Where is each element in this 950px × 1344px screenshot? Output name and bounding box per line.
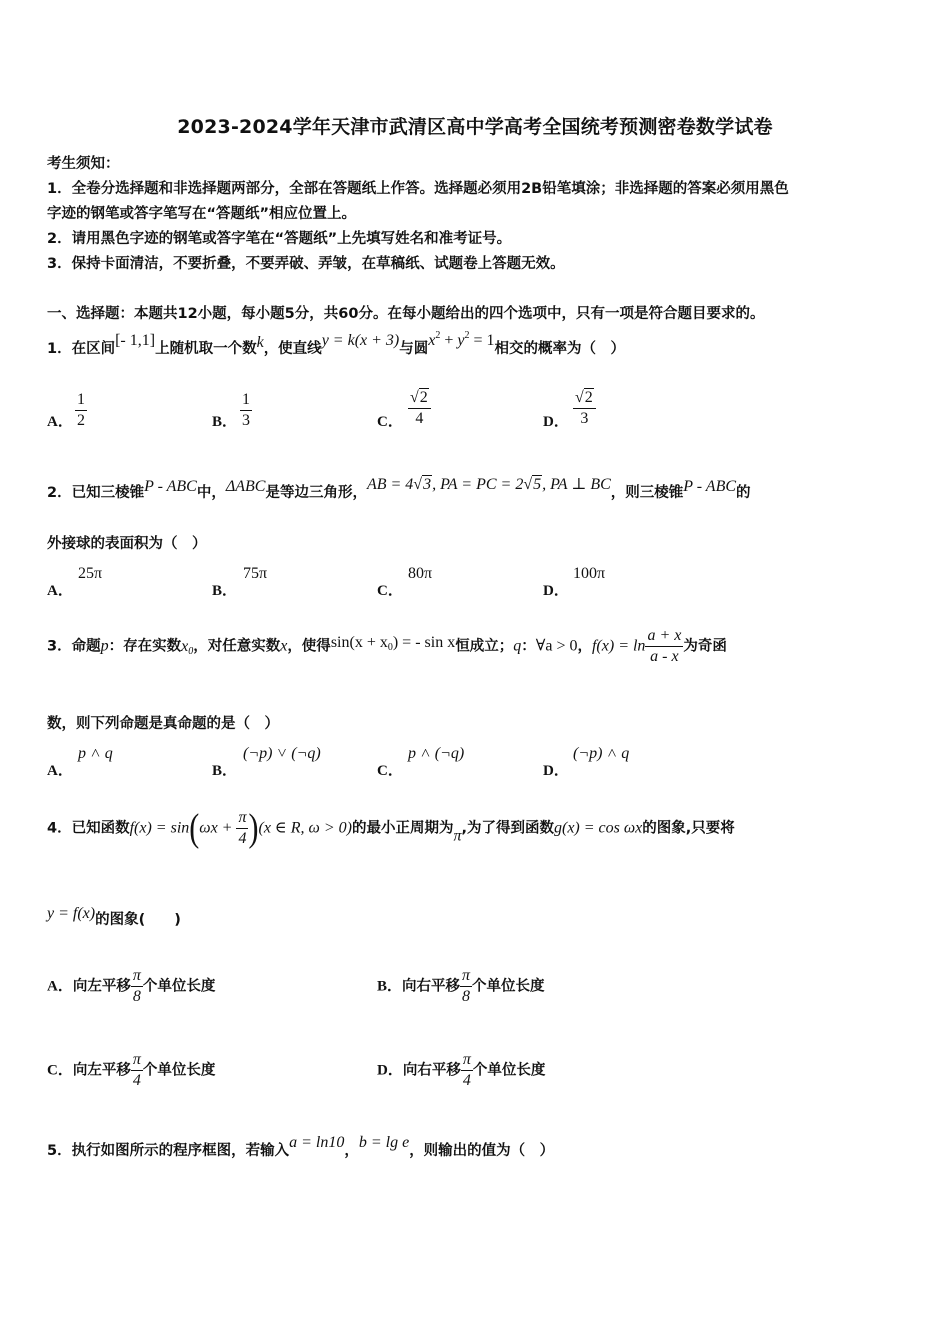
q1-option-d: $\frac{√2}{3}$ xyxy=(573,388,596,429)
q1-option-c: $\frac{√2}{4}$ xyxy=(408,388,431,429)
notice-heading: 考生须知： xyxy=(47,156,120,172)
q1-option-a-label: A． xyxy=(47,414,73,430)
q2-option-a-label: A． xyxy=(47,583,73,599)
q1-option-a: $\frac{1}{2}$ xyxy=(77,391,85,429)
q2-option-c: 80π xyxy=(408,565,433,582)
q4-option-a: A．向左平移 $\frac{\pi}{8}$ 个单位长度 xyxy=(47,967,216,1005)
question-3-stem: 3．命题p：存在实数$x_0$，对任意实数x，使得$\sin(x + x_0)$ = - sin x恒成立；q：∀a > 0，f(x) = ln $\frac{a + x}{a - x}$ 为奇函 xyxy=(47,627,727,665)
q3-option-a-label: A． xyxy=(47,763,73,779)
q1-option-b-label: B． xyxy=(212,414,238,430)
q4-option-d: D．向右平移 $\frac{\pi}{4}$ 个单位长度 xyxy=(377,1051,546,1089)
q3-option-d-label: D． xyxy=(543,763,569,779)
question-3-stem-line-2: 数，则下列命题是真命题的是（ ） xyxy=(47,716,279,732)
section-heading: 一、选择题：本题共12小题，每小题5分，共60分。在每小题给出的四个选项中，只有一项是符合题目要求的。 xyxy=(47,306,765,322)
q3-option-a: p ˄ q xyxy=(78,745,113,762)
q3-option-c-label: C． xyxy=(377,763,403,779)
q2-option-b: 75π xyxy=(243,565,268,582)
q2-option-a: 25π xyxy=(78,565,103,582)
q3-option-b-label: B． xyxy=(212,763,238,779)
notice-line-1b: 字迹的钢笔或答字笔写在“答题纸”相应位置上。 xyxy=(47,206,357,222)
q3-option-d: (¬p) ˄ q xyxy=(573,745,630,762)
page-title: 2023-2024学年天津市武清区高中学高考全国统考预测密卷数学试卷 xyxy=(177,116,773,138)
q2-option-b-label: B． xyxy=(212,583,238,599)
question-2-stem: 2．已知三棱锥P - ABC中，ΔABC是等边三角形，AB = 4√3, PA = PC = 2√5, PA ⊥ BC，则三棱锥P - ABC的 xyxy=(47,476,751,501)
question-4-stem-line-2: y = f(x)的图象( ) xyxy=(47,905,181,928)
q2-option-d: 100π xyxy=(573,565,606,582)
q2-option-c-label: C． xyxy=(377,583,403,599)
q1-option-d-label: D． xyxy=(543,414,569,430)
notice-line-1a: 1．全卷分选择题和非选择题两部分，全部在答题纸上作答。选择题必须用2B铅笔填涂；非选择题的答案必须用黑色 xyxy=(47,181,789,197)
question-1-stem: 1．在区间[- 1,1]上随机取一个数k，使直线y = k(x + 3)与圆$x^2 + y^2 = 1$相交的概率为（ ） xyxy=(47,330,626,357)
question-5-stem: 5．执行如图所示的程序框图，若输入a = ln10，b = lg e，则输出的值为（ ） xyxy=(47,1134,555,1159)
question-2-stem-line-2: 外接球的表面积为（ ） xyxy=(47,536,207,552)
q3-option-b: (¬p) ˅ (¬q) xyxy=(243,745,321,762)
q3-option-c: p ˄ (¬q) xyxy=(408,745,465,762)
q1-option-b: $\frac{1}{3}$ xyxy=(242,391,250,429)
q2-option-d-label: D． xyxy=(543,583,569,599)
notice-line-3: 3．保持卡面清洁，不要折叠，不要弄破、弄皱，在草稿纸、试题卷上答题无效。 xyxy=(47,256,565,272)
question-4-stem: 4．已知函数f(x) = sin(ωx + $\frac{\pi}{4}$ )(x ∈ R, ω > 0)的最小正周期为π,为了得到函数g(x) = cos ωx的图象,只要将 xyxy=(47,806,735,850)
q1-option-c-label: C． xyxy=(377,414,403,430)
q4-option-c: C．向左平移 $\frac{\pi}{4}$ 个单位长度 xyxy=(47,1051,216,1089)
notice-line-2: 2．请用黑色字迹的钢笔或答字笔在“答题纸”上先填写姓名和准考证号。 xyxy=(47,231,512,247)
q4-option-b: B．向右平移 $\frac{\pi}{8}$ 个单位长度 xyxy=(377,967,545,1005)
